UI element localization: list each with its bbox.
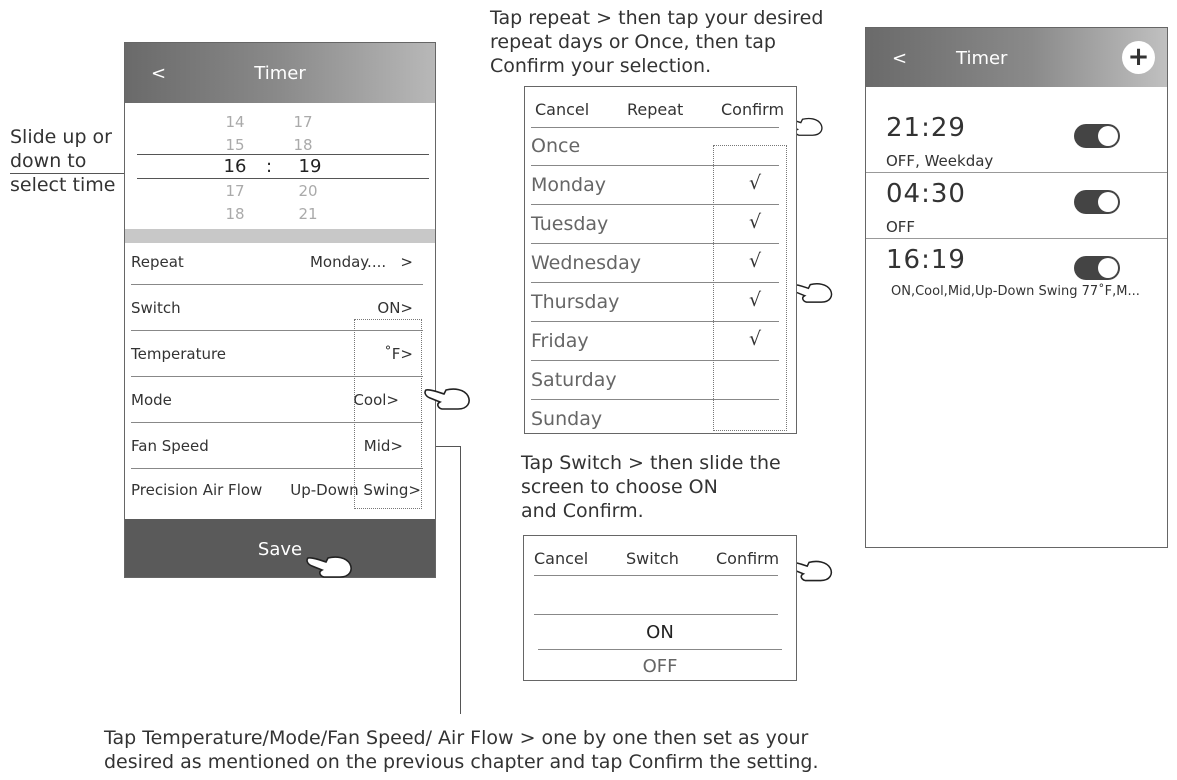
toggle-knob <box>1098 258 1118 278</box>
picker-bottom-line <box>538 649 782 650</box>
time-picker[interactable] <box>125 103 435 229</box>
repeat-dialog-title: Repeat <box>627 100 684 119</box>
bottom-caption: Tap Temperature/Mode/Fan Speed/ Air Flow > one by one then set as your desired as mentioned on the previous chapter and tap Confirm the setting. <box>104 727 819 773</box>
switch-option-off[interactable]: OFF <box>642 656 678 677</box>
switch-caption: Tap Switch > then slide the screen to choose ON and Confirm. <box>521 452 781 522</box>
timer-editor-screen <box>124 42 436 578</box>
timer-time: 04:30 <box>886 179 966 209</box>
minute-option[interactable]: 20 <box>298 182 318 200</box>
temperature-value: ˚F> <box>384 345 413 363</box>
minute-option[interactable]: 17 <box>293 113 313 131</box>
toggle-knob <box>1098 126 1118 146</box>
timer-description: OFF, Weekday <box>886 152 994 170</box>
slide-caption: Slide up or down to select time <box>10 126 116 196</box>
hour-option[interactable]: 15 <box>225 136 245 154</box>
timer-toggle[interactable] <box>1074 256 1120 280</box>
save-label: Save <box>257 539 303 560</box>
add-timer-button[interactable]: + <box>1122 41 1155 74</box>
option-label: Monday <box>531 174 607 196</box>
check-icon: √ <box>749 328 762 350</box>
minute-selected[interactable]: 19 <box>298 156 322 177</box>
hand-pointer-icon <box>306 552 356 580</box>
option-label: Sunday <box>531 408 603 430</box>
mode-label: Mode <box>131 391 172 409</box>
minute-option[interactable]: 18 <box>293 136 313 154</box>
timer-description: OFF <box>886 218 916 236</box>
header-divider <box>534 575 778 576</box>
switch-dialog-header <box>524 536 796 576</box>
timer-list-title: Timer <box>956 48 1008 69</box>
air-flow-value: Up-Down Swing> <box>290 481 421 499</box>
switch-dialog-title: Switch <box>626 549 679 568</box>
hour-option[interactable]: 18 <box>225 205 245 223</box>
confirm-button[interactable]: Confirm <box>716 549 780 568</box>
option-label: Tuesday <box>531 213 609 235</box>
temperature-label: Temperature <box>131 345 227 363</box>
timer-item[interactable] <box>866 173 1167 239</box>
hour-option[interactable]: 17 <box>225 182 245 200</box>
timer-toggle[interactable] <box>1074 190 1120 214</box>
repeat-value: Monday.... > <box>309 253 413 271</box>
fan-speed-value: Mid> <box>363 437 403 455</box>
back-button[interactable]: < <box>892 48 908 69</box>
check-icon: √ <box>749 211 762 233</box>
picker-bottom-line <box>137 178 429 179</box>
picker-top-line <box>534 614 778 615</box>
switch-label: Switch <box>131 299 181 317</box>
hour-option[interactable]: 14 <box>225 113 245 131</box>
repeat-label: Repeat <box>131 253 184 271</box>
air-flow-label: Precision Air Flow <box>131 481 263 499</box>
switch-option-on[interactable]: ON <box>646 622 674 643</box>
repeat-dialog <box>524 86 797 434</box>
timer-toggle[interactable] <box>1074 124 1120 148</box>
minute-option[interactable]: 21 <box>298 205 318 223</box>
connector-vertical <box>460 446 461 714</box>
timer-list-header <box>866 28 1167 87</box>
repeat-caption: Tap repeat > then tap your desired repeat days or Once, then tap Confirm your selection. <box>490 7 824 77</box>
switch-value: ON> <box>377 299 413 317</box>
timer-item[interactable] <box>866 239 1167 305</box>
timer-editor-header <box>125 43 435 103</box>
check-icon: √ <box>749 250 762 272</box>
check-icon: √ <box>749 289 762 311</box>
toggle-knob <box>1098 192 1118 212</box>
back-button[interactable]: < <box>151 63 167 84</box>
option-label: Saturday <box>531 369 617 391</box>
fan-speed-label: Fan Speed <box>131 437 209 455</box>
cancel-button[interactable]: Cancel <box>534 549 589 568</box>
save-button[interactable] <box>125 519 435 578</box>
confirm-button[interactable]: Confirm <box>721 100 785 119</box>
mode-value: Cool> <box>353 391 399 409</box>
option-label: Friday <box>531 330 589 352</box>
timer-list-screen <box>865 27 1168 548</box>
timer-time: 21:29 <box>886 113 966 143</box>
time-separator: : <box>265 156 273 177</box>
hand-pointer-icon <box>424 384 474 412</box>
timer-editor-title: Timer <box>254 63 306 84</box>
timer-description: ON,Cool,Mid,Up-Down Swing 77˚F,M... <box>891 284 1140 299</box>
hour-selected[interactable]: 16 <box>223 156 247 177</box>
timer-item[interactable] <box>866 107 1167 173</box>
option-label: Once <box>531 135 581 157</box>
checkbox-highlight-box <box>713 145 787 431</box>
repeat-row[interactable] <box>125 239 435 285</box>
repeat-dialog-header <box>525 87 796 127</box>
check-icon: √ <box>749 172 762 194</box>
option-label: Thursday <box>531 291 620 313</box>
timer-time: 16:19 <box>886 245 966 275</box>
option-label: Wednesday <box>531 252 642 274</box>
highlight-box <box>354 319 422 509</box>
cancel-button[interactable]: Cancel <box>535 100 590 119</box>
switch-dialog <box>523 535 797 681</box>
picker-top-line <box>137 154 429 155</box>
